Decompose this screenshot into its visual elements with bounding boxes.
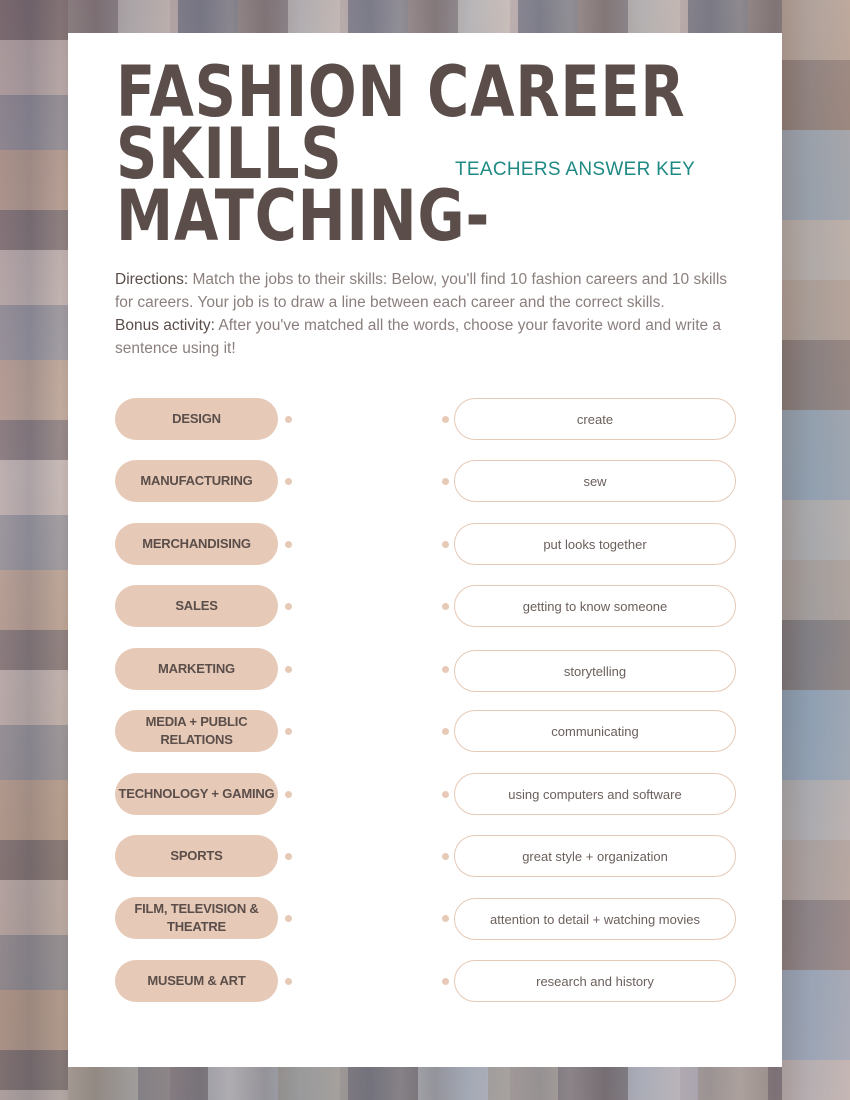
skill-connector-dot[interactable] xyxy=(442,915,449,922)
page-title xyxy=(116,51,686,257)
title-line-1: FASHION CAREER xyxy=(116,51,686,133)
directions-label: Directions: xyxy=(115,271,189,288)
title-line-3: MATCHING- xyxy=(116,175,491,257)
skill-connector-dot[interactable] xyxy=(442,666,449,673)
match-row xyxy=(68,398,782,442)
bonus-text: After you've matched all the words, choose your favorite word and write a sentence using it! xyxy=(115,317,722,357)
background-collage-right xyxy=(782,0,850,1100)
career-connector-dot[interactable] xyxy=(285,416,292,423)
skill-connector-dot[interactable] xyxy=(442,603,449,610)
match-row xyxy=(68,710,782,754)
match-row xyxy=(68,523,782,567)
career-pill: SALES xyxy=(115,585,278,627)
match-row xyxy=(68,585,782,629)
career-pill: SPORTS xyxy=(115,835,278,877)
directions-text: Match the jobs to their skills: Below, you'll find 10 fashion careers and 10 skills for careers. Your job is to draw a line between each career and the correct skills. xyxy=(115,271,728,311)
worksheet-page xyxy=(68,33,782,1067)
career-pill: MANUFACTURING xyxy=(115,460,278,502)
background-collage-top xyxy=(68,0,782,33)
background-collage-left xyxy=(0,0,68,1100)
skill-pill: attention to detail + watching movies xyxy=(454,898,736,940)
bonus-label: Bonus activity: xyxy=(115,317,215,334)
skill-pill: create xyxy=(454,398,736,440)
match-row xyxy=(68,460,782,504)
skill-connector-dot[interactable] xyxy=(442,853,449,860)
career-connector-dot[interactable] xyxy=(285,978,292,985)
career-connector-dot[interactable] xyxy=(285,728,292,735)
directions-paragraph xyxy=(115,268,740,314)
career-connector-dot[interactable] xyxy=(285,478,292,485)
career-connector-dot[interactable] xyxy=(285,853,292,860)
skill-connector-dot[interactable] xyxy=(442,791,449,798)
skill-pill: sew xyxy=(454,460,736,502)
skill-pill: great style + organization xyxy=(454,835,736,877)
career-pill: MARKETING xyxy=(115,648,278,690)
skill-pill: getting to know someone xyxy=(454,585,736,627)
skill-pill: using computers and software xyxy=(454,773,736,815)
career-connector-dot[interactable] xyxy=(285,541,292,548)
career-pill: TECHNOLOGY + GAMING xyxy=(115,773,278,815)
skill-connector-dot[interactable] xyxy=(442,978,449,985)
match-row xyxy=(68,773,782,817)
match-row xyxy=(68,835,782,879)
skill-pill: research and history xyxy=(454,960,736,1002)
career-connector-dot[interactable] xyxy=(285,791,292,798)
career-pill: MERCHANDISING xyxy=(115,523,278,565)
career-pill: MEDIA + PUBLIC RELATIONS xyxy=(115,710,278,752)
match-row xyxy=(68,648,782,692)
skill-connector-dot[interactable] xyxy=(442,478,449,485)
skill-pill: communicating xyxy=(454,710,736,752)
career-pill: FILM, TELEVISION & THEATRE xyxy=(115,897,278,939)
match-row xyxy=(68,960,782,1004)
match-row xyxy=(68,897,782,941)
skill-pill: storytelling xyxy=(454,650,736,692)
skill-connector-dot[interactable] xyxy=(442,541,449,548)
skill-pill: put looks together xyxy=(454,523,736,565)
bonus-paragraph xyxy=(115,314,740,360)
skill-connector-dot[interactable] xyxy=(442,416,449,423)
skill-connector-dot[interactable] xyxy=(442,728,449,735)
career-pill: DESIGN xyxy=(115,398,278,440)
directions-block xyxy=(115,268,740,360)
title-line-2: SKILLS xyxy=(116,113,343,195)
background-collage-bottom xyxy=(68,1067,782,1100)
answer-key-label: TEACHERS ANSWER KEY xyxy=(455,159,696,180)
career-connector-dot[interactable] xyxy=(285,603,292,610)
career-connector-dot[interactable] xyxy=(285,915,292,922)
career-pill: MUSEUM & ART xyxy=(115,960,278,1002)
career-connector-dot[interactable] xyxy=(285,666,292,673)
